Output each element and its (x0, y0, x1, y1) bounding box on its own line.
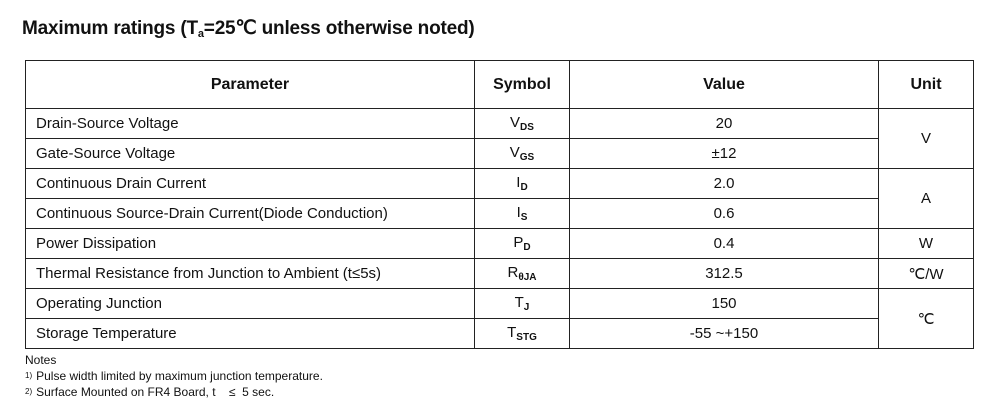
table-row (26, 199, 974, 229)
parameter-cell: Thermal Resistance from Junction to Ambient (t≤5s) (26, 259, 475, 289)
value-cell: 0.6 (570, 199, 879, 229)
unit-cell: W (879, 229, 974, 259)
table-row (26, 319, 974, 349)
symbol-letter: I (516, 204, 521, 221)
symbol-subscript: J (523, 302, 530, 313)
ratings-table (25, 60, 974, 349)
table-row (26, 139, 974, 169)
symbol-subscript: θJA (518, 272, 537, 283)
symbol-cell (475, 319, 570, 349)
note-item (25, 368, 323, 384)
title-prefix: Maximum ratings (T (22, 18, 198, 39)
symbol-subscript: GS (519, 152, 535, 163)
symbol-subscript: D (520, 182, 528, 193)
symbol-cell (475, 199, 570, 229)
header-parameter: Parameter (26, 61, 475, 109)
note-number: 1) (25, 371, 33, 380)
symbol-cell (475, 229, 570, 259)
unit-cell: ℃ (879, 289, 974, 349)
value-cell: 312.5 (570, 259, 879, 289)
symbol-subscript: D (523, 242, 531, 253)
title-suffix: =25℃ unless otherwise noted) (203, 18, 475, 39)
unit-cell: V (879, 109, 974, 169)
note-number: 2) (25, 387, 33, 396)
parameter-cell: Power Dissipation (26, 229, 475, 259)
symbol-letter: P (513, 234, 524, 251)
symbol-subscript: DS (520, 122, 534, 133)
page-title (22, 17, 475, 40)
value-cell: 2.0 (570, 169, 879, 199)
symbol-cell (475, 259, 570, 289)
symbol-letter: T (514, 294, 524, 311)
parameter-cell: Operating Junction (26, 289, 475, 319)
symbol-letter: T (507, 324, 517, 341)
parameter-cell: Continuous Source-Drain Current(Diode Conduction) (26, 199, 475, 229)
table-row (26, 229, 974, 259)
symbol-subscript: S (520, 212, 528, 223)
value-cell: 0.4 (570, 229, 879, 259)
symbol-cell (475, 109, 570, 139)
value-cell: 20 (570, 109, 879, 139)
table-row (26, 169, 974, 199)
symbol-subscript: STG (516, 332, 537, 343)
symbol-letter: V (510, 114, 521, 131)
value-cell: 150 (570, 289, 879, 319)
symbol-letter: V (509, 144, 520, 161)
symbol-letter: I (516, 174, 521, 191)
table-row (26, 289, 974, 319)
title-subscript: a (197, 28, 204, 40)
parameter-cell: Continuous Drain Current (26, 169, 475, 199)
header-value: Value (570, 61, 879, 109)
notes-section (25, 353, 323, 400)
value-cell: ±12 (570, 139, 879, 169)
table-row (26, 259, 974, 289)
notes-heading: Notes (25, 353, 57, 367)
symbol-letter: R (507, 264, 519, 281)
symbol-cell (475, 169, 570, 199)
table-row (26, 109, 974, 139)
header-symbol: Symbol (475, 61, 570, 109)
symbol-cell (475, 289, 570, 319)
table-header-row (26, 61, 974, 109)
note-text: Surface Mounted on FR4 Board, t ≤ 5 sec. (36, 385, 275, 399)
note-text: Pulse width limited by maximum junction temperature. (36, 369, 323, 383)
header-unit: Unit (879, 61, 974, 109)
unit-cell: ℃/W (879, 259, 974, 289)
parameter-cell: Drain-Source Voltage (26, 109, 475, 139)
note-item (25, 384, 323, 400)
unit-cell: A (879, 169, 974, 229)
parameter-cell: Storage Temperature (26, 319, 475, 349)
symbol-cell (475, 139, 570, 169)
parameter-cell: Gate-Source Voltage (26, 139, 475, 169)
value-cell: -55 ~+150 (570, 319, 879, 349)
